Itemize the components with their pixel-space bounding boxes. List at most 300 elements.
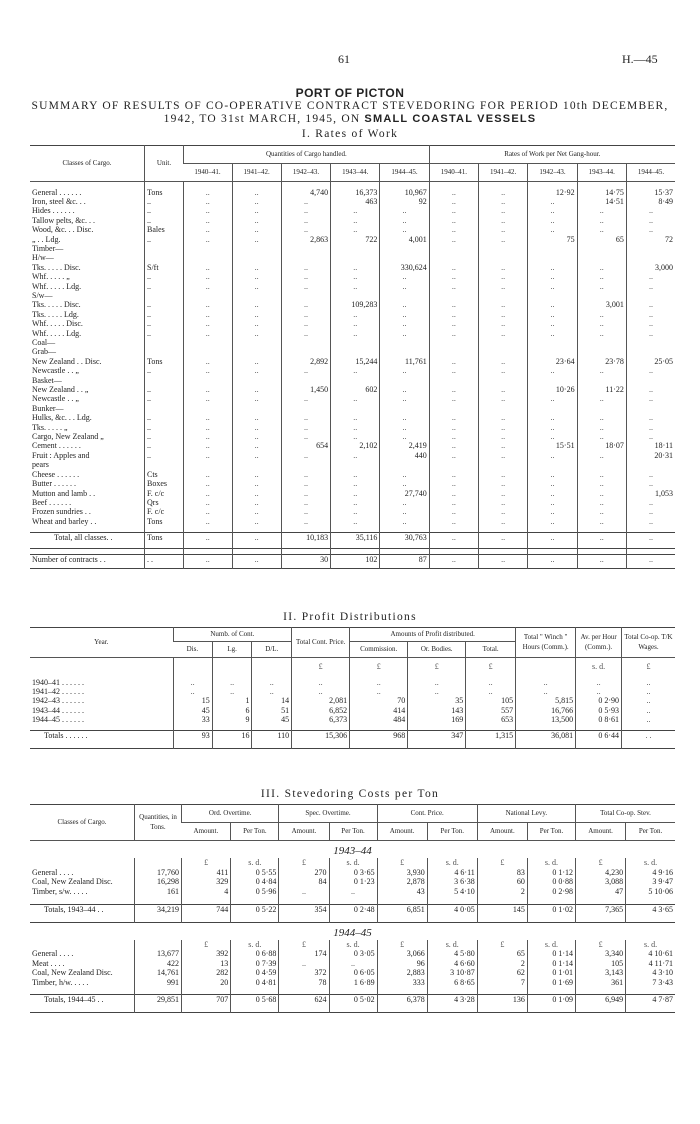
rate-cell: .. [479,470,528,479]
quantity-cell: .. [184,394,233,403]
rate-cell: .. [479,423,528,432]
cargo-class: „ . . Ldg. [32,234,61,244]
cargo-class: Basket— [32,375,62,385]
rate-cell: 12·92 [528,188,577,197]
cargo-class: Fruit : Apples and [32,450,90,460]
quantity-cell: .. [380,470,429,479]
quantity-cell: .. [184,197,233,206]
quantity-cell [232,404,281,413]
cargo-unit: .. [145,206,184,215]
rate-cell: .. [479,489,528,498]
cargo-class: Coal— [32,338,56,347]
subtitle-line-2a: 1942, TO 31st MARCH, 1945, ON [163,113,365,125]
quantity-cell: 92 [380,197,429,206]
rate-cell [528,347,577,356]
rate-cell: .. [577,498,626,507]
rate-cell: .. [577,432,626,441]
quantity-cell: 11,761 [380,357,429,366]
value-cell: 15,306 [292,731,350,749]
subtitle-line-2 [0,113,700,126]
value-cell: 0 1·23 [329,877,377,886]
quantity-cell: 17,760 [135,868,182,877]
quantity-cell: .. [184,489,233,498]
year-cell: 1943–44 . . . . . . [32,705,84,715]
value-cell: 0 1·14 [527,959,575,968]
value-cell: 145 [477,904,527,922]
table-row [30,282,675,291]
table-row [30,498,675,507]
table-row [30,376,675,385]
rate-cell: .. [577,451,626,460]
value-cell: .. [466,678,516,687]
unit-label: s. d. [231,940,279,949]
quantity-cell: .. [281,432,330,441]
cargo-class: General . . . . [32,867,74,877]
rate-cell: .. [577,329,626,338]
value-cell: 0 5·68 [231,995,279,1013]
cargo-class: H/w— [32,253,54,263]
value-cell: .. [466,687,516,696]
year-cell: 1942–43 . . . . . . [32,696,84,706]
value-cell: 5 4·10 [427,887,477,896]
table-row [30,216,675,225]
totals-row [30,904,675,922]
rate-cell [429,253,478,262]
rate-cell [577,404,626,413]
rate-cell: .. [429,263,478,272]
table-row [30,432,675,441]
rate-cell: .. [528,310,577,319]
rate-cell: 20·31 [626,451,675,460]
cargo-class: Newcastle . . „ [32,394,79,404]
quantity-cell [380,376,429,385]
unit-label: £ [466,662,516,678]
rate-cell: .. [577,470,626,479]
value-cell: 2,878 [377,877,427,886]
rate-cell: 8·49 [626,197,675,206]
value-cell: 0 5·55 [231,868,279,877]
cargo-unit: .. [145,432,184,441]
quantity-cell: .. [232,188,281,197]
table-row [30,554,675,568]
quantity-cell: .. [184,366,233,375]
rate-year-header: 1944–45. [626,164,675,182]
value-cell: .. [516,678,576,687]
quantity-cell: .. [331,432,380,441]
quantity-cell: .. [232,432,281,441]
unit-label: s. d. [427,858,477,867]
per-ton-header: Per Ton. [626,823,675,841]
table-row [30,188,675,197]
value-cell: 16,766 [516,706,576,715]
quantity-cell: .. [281,507,330,516]
quantity-cell: 422 [135,959,182,968]
value-cell: 4 10·61 [626,949,675,958]
rate-cell: .. [577,479,626,488]
value-cell: .. [173,687,212,696]
quantity-cell: .. [331,263,380,272]
value-cell: .. [408,687,466,696]
profit-distributions-table [30,627,675,749]
rate-cell [528,404,577,413]
rate-year-header: 1942–43. [528,164,577,182]
value-cell: 0 3·65 [329,868,377,877]
page-number: 61 [338,52,350,66]
rate-cell [528,338,577,347]
rate-cell: .. [626,225,675,234]
rate-cell: .. [479,282,528,291]
quantity-cell: .. [184,310,233,319]
units-blank [516,662,576,678]
col-cont-price: Cont. Price. [377,805,477,823]
quantity-cell: .. [331,329,380,338]
quantity-cell: .. [184,319,233,328]
cargo-class: Whf. . . . . Ldg. [32,281,82,291]
table-row [30,423,675,432]
quantity-cell: .. [380,310,429,319]
cargo-class: Coal, New Zealand Disc. [32,877,113,887]
document-reference: H.—45 [622,52,658,66]
quantity-cell: .. [184,263,233,272]
quantity-cell: .. [331,507,380,516]
rate-cell: .. [429,554,478,568]
rate-cell [479,244,528,253]
quantity-cell: .. [184,498,233,507]
rate-cell [479,253,528,262]
value-cell: 0 4·81 [231,978,279,987]
unit-label: £ [182,858,231,867]
value-cell: 411 [182,868,231,877]
col-commission: Commission. [350,642,408,658]
qty-year-header: 1940–41. [184,164,233,182]
quantity-cell [331,253,380,262]
value-cell: 14 [252,696,292,705]
cargo-unit [145,244,184,253]
rate-cell: .. [528,554,577,568]
value-cell: 333 [377,978,427,987]
year-cell: 1941–42 . . . . . . [32,686,84,696]
value-cell: 0 5·22 [231,904,279,922]
quantity-cell: .. [281,498,330,507]
cargo-class: General . . . . [32,949,74,959]
value-cell: .. [212,678,252,687]
rate-cell: .. [577,225,626,234]
value-cell: 6,378 [377,995,427,1013]
rate-cell: .. [429,357,478,366]
cargo-unit: .. [145,329,184,338]
unit-label: £ [377,858,427,867]
quantity-cell: .. [380,282,429,291]
value-cell: 2,883 [377,968,427,977]
year-cell: Totals . . . . . . [44,731,88,741]
cargo-class: Wheat and barley . . [32,516,97,526]
quantity-cell: .. [232,329,281,338]
cargo-class: Iron, steel &c. . . [32,196,86,206]
rate-cell: .. [429,282,478,291]
quantity-cell: 4,001 [380,235,429,244]
quantity-cell: .. [380,385,429,394]
quantity-cell [380,460,429,469]
value-cell: 0 8·61 [576,715,622,724]
value-cell: .. [621,706,675,715]
rate-cell: .. [626,413,675,422]
rate-cell: .. [479,554,528,568]
rate-cell: .. [429,216,478,225]
rate-cell [429,291,478,300]
rate-cell: .. [479,517,528,526]
quantity-cell: .. [380,319,429,328]
value-cell: 4 9·16 [626,868,675,877]
units-blank [30,940,135,949]
cargo-class: Timber, s/w. . . . . [32,886,88,896]
value-cell: 3 9·47 [626,877,675,886]
rate-cell: .. [479,498,528,507]
value-cell: 372 [279,968,329,977]
cargo-unit: .. [145,385,184,394]
quantity-cell: .. [281,479,330,488]
value-cell: .. [576,678,622,687]
cargo-class: Cargo, New Zealand „ [32,432,104,442]
value-cell: .. [279,887,329,896]
rate-cell: .. [479,263,528,272]
quantity-cell: .. [232,479,281,488]
quantity-cell [331,291,380,300]
quantity-cell: .. [281,197,330,206]
value-cell: 6,851 [377,904,427,922]
rate-cell: 75 [528,235,577,244]
cargo-unit: Tons [145,357,184,366]
table-row [30,347,675,356]
value-cell: .. [329,959,377,968]
rate-cell [479,404,528,413]
stevedoring-costs-table [30,804,675,1013]
cargo-class: General . . . . . . [32,187,82,197]
quantity-cell: 440 [380,451,429,460]
cargo-class: Hides . . . . . . [32,206,75,216]
rate-cell: .. [626,216,675,225]
value-cell: 70 [350,696,408,705]
cargo-unit: F. c/c [145,507,184,516]
rate-cell [479,291,528,300]
value-cell: 4 3·28 [427,995,477,1013]
rate-cell: .. [626,329,675,338]
value-cell: 2 [477,959,527,968]
section-heading-costs: III. Stevedoring Costs per Ton [260,788,440,800]
page-subtitle [0,100,700,126]
unit-label: s. d. [329,940,377,949]
quantity-cell: .. [184,470,233,479]
unit-label: £ [350,662,408,678]
unit-label: s. d. [626,858,675,867]
rate-cell: .. [577,507,626,516]
quantity-cell: 2,419 [380,441,429,450]
quantity-cell: 102 [331,554,380,568]
rate-year-header: 1941–42. [479,164,528,182]
rate-cell: .. [429,300,478,309]
value-cell: 169 [408,715,466,724]
cargo-unit: .. [145,413,184,422]
quantity-cell [184,291,233,300]
value-cell: 35 [408,696,466,705]
value-cell: 0 5·96 [231,887,279,896]
rate-cell [528,376,577,385]
rate-cell: .. [528,423,577,432]
value-cell: 5 10·06 [626,887,675,896]
table-row [30,300,675,309]
rate-cell: .. [429,197,478,206]
value-cell: .. [621,678,675,687]
quantity-cell [184,347,233,356]
unit-label: £ [477,858,527,867]
quantity-cell: .. [184,507,233,516]
value-cell: 0 2·98 [527,887,575,896]
quantity-cell [380,338,429,347]
rate-cell: .. [429,479,478,488]
rate-cell [577,338,626,347]
cargo-unit: .. [145,300,184,309]
rate-cell: .. [429,329,478,338]
rate-cell [626,244,675,253]
value-cell: 7 3·43 [626,978,675,987]
rate-cell [528,460,577,469]
rate-cell: .. [528,479,577,488]
quantity-cell: .. [232,225,281,234]
year-heading: 1944–45 [333,926,372,939]
quantity-cell: .. [331,272,380,281]
quantity-cell: .. [331,366,380,375]
rate-cell [479,338,528,347]
value-cell: 6,373 [292,715,350,724]
unit-label: s. d. [626,940,675,949]
rate-cell [429,404,478,413]
quantity-cell [232,291,281,300]
per-ton-header: Per Ton. [427,823,477,841]
quantity-cell [281,404,330,413]
rate-cell [626,460,675,469]
value-cell: 0 1·01 [527,968,575,977]
value-cell: 83 [477,868,527,877]
value-cell: 4 3·65 [626,904,675,922]
rate-cell: .. [429,394,478,403]
cargo-unit: Tons [145,188,184,197]
col-number-of-contracts: Numb. of Cont. [173,628,292,642]
rate-cell [626,291,675,300]
table-row [30,413,675,422]
table-row [30,678,675,687]
quantity-cell: .. [232,282,281,291]
units-blank [30,858,135,867]
value-cell: .. [621,696,675,705]
value-cell: .. [252,678,292,687]
value-cell: 6 8·65 [427,978,477,987]
cargo-class: Timber— [32,243,64,253]
quantity-cell [281,338,330,347]
quantity-cell: .. [331,498,380,507]
quantity-cell: 602 [331,385,380,394]
value-cell: 4,230 [576,868,626,877]
quantity-cell: .. [281,282,330,291]
rate-cell [577,291,626,300]
cargo-class: Frozen sundries . . [32,507,91,517]
quantity-cell: .. [380,225,429,234]
value-cell: 653 [466,715,516,724]
value-cell: 557 [466,706,516,715]
rate-cell: .. [626,319,675,328]
cargo-class: New Zealand . . Disc. [32,356,102,366]
cargo-unit: Cts [145,470,184,479]
rate-cell: .. [528,329,577,338]
value-cell: 0 3·05 [329,949,377,958]
table-row [30,291,675,300]
quantity-cell [232,460,281,469]
cargo-unit: .. [145,216,184,225]
quantity-cell [232,376,281,385]
unit-label: £ [377,940,427,949]
quantity-cell: .. [380,413,429,422]
quantity-cell: 4,740 [281,188,330,197]
cargo-unit: . . [145,554,184,568]
value-cell: 361 [576,978,626,987]
quantity-cell: .. [281,263,330,272]
quantity-cell: .. [184,441,233,450]
rate-cell: .. [429,235,478,244]
cargo-class: pears [32,460,49,470]
rate-cell: .. [479,366,528,375]
section-heading-rates: I. Rates of Work [301,128,399,140]
rate-cell: .. [429,470,478,479]
rate-cell: .. [429,498,478,507]
value-cell: 6 [212,706,252,715]
table-row [30,366,675,375]
quantity-cell: .. [281,470,330,479]
rate-cell: .. [479,441,528,450]
quantity-cell: .. [380,329,429,338]
rate-cell: .. [577,532,626,548]
table-row [30,206,675,215]
quantity-cell: .. [184,423,233,432]
quantity-cell: .. [380,507,429,516]
units-row [30,940,675,949]
cargo-class: Whf. . . . . „ [32,272,70,282]
quantity-cell: .. [380,216,429,225]
cargo-unit: .. [145,423,184,432]
quantity-cell [232,253,281,262]
rate-cell [626,347,675,356]
unit-label: s. d. [527,858,575,867]
rate-cell: 23·64 [528,357,577,366]
table-row [30,517,675,526]
cargo-unit: .. [145,235,184,244]
rate-cell [626,253,675,262]
quantity-cell: .. [184,216,233,225]
table-row [30,877,675,886]
value-cell: 0 0·88 [527,877,575,886]
rates-of-work-table [30,145,675,569]
value-cell: 2 [477,887,527,896]
rate-cell: .. [528,300,577,309]
value-cell: 329 [182,877,231,886]
cargo-unit: F. c/c [145,489,184,498]
table-row [30,978,675,987]
quantity-cell [281,376,330,385]
quantity-cell: .. [232,357,281,366]
rate-cell: .. [429,451,478,460]
value-cell: 16 [212,731,252,749]
value-cell: .. [173,678,212,687]
value-cell: 9 [212,715,252,724]
cargo-class: Whf. . . . . Ldg. [32,328,82,338]
rate-cell [479,376,528,385]
